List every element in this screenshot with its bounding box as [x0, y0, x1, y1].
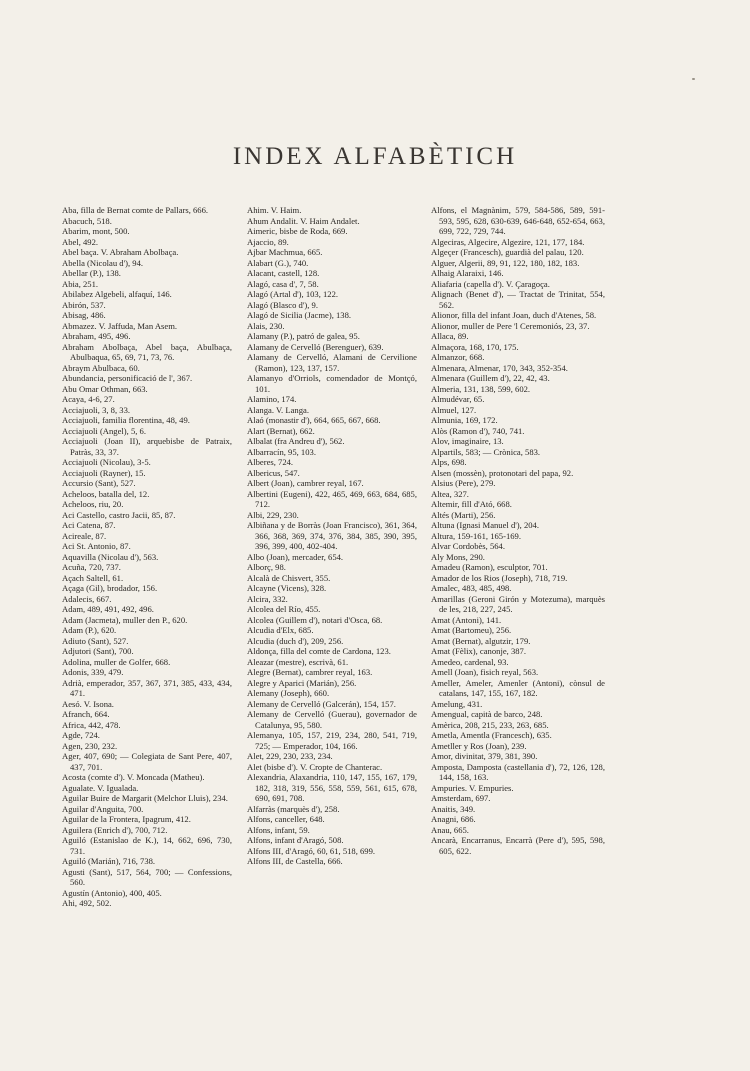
index-entry: Amadeu (Ramon), esculptor, 701.: [431, 562, 548, 572]
index-entry: Aci Catena, 87.: [62, 520, 116, 530]
index-entry: Altés (Marti), 256.: [431, 509, 496, 520]
index-entry: Aguilera (Enrich d'), 700, 712.: [62, 824, 168, 835]
index-entry: Abundancia, personificació de l', 367.: [62, 373, 193, 383]
index-entry: Acheloos, batalla del, 12.: [62, 488, 150, 499]
index-entry: Abacuch, 518.: [62, 215, 112, 226]
index-entry: Aleazar (mestre), escrivà, 61.: [247, 656, 349, 667]
index-entry: Adalecis, 667.: [62, 593, 112, 604]
index-entry: Amat (Bartomeu), 256.: [431, 625, 512, 635]
index-entry: Alagó (Blasco d'), 9.: [247, 299, 318, 310]
index-entry: Almanzor, 668.: [431, 352, 485, 362]
index-entry: Aesó. V. Isona.: [62, 698, 114, 709]
index-entry: Abarim, mont, 500.: [62, 226, 130, 236]
index-entry: Amor, divinitat, 379, 381, 390.: [431, 751, 538, 761]
index-entry: Adonis, 339, 479.: [62, 667, 124, 677]
index-entry: Albertini (Eugeni), 422, 465, 469, 663, 684, 685, 712.: [247, 488, 417, 509]
index-entry: Aldonça, filla del comte de Cardona, 123.: [247, 646, 391, 656]
index-entry: Ahim. V. Haim.: [247, 205, 302, 215]
index-entry: Açaga (Gil), brodador, 156.: [62, 583, 158, 593]
index-entry: Aguiló (Marián), 716, 738.: [62, 856, 156, 866]
index-entry: Agusti (Sant), 517, 564, 700; — Confessions, 560.: [62, 866, 232, 887]
index-entry: Acciajuoli, 3, 8, 33.: [62, 404, 131, 415]
index-entry: Alcira, 332.: [247, 593, 288, 604]
index-entry: Amat (Antoni), 141.: [431, 614, 502, 625]
index-entry: Aquavilla (Nicolau d'), 563.: [62, 551, 159, 562]
index-entry: Alegre y Aparici (Marián), 256.: [247, 677, 357, 688]
index-entry: Albalat (fra Andreu d'), 562.: [247, 436, 345, 446]
index-entry: Altea, 327.: [431, 488, 469, 499]
index-entry: Abraham Abolbaça, Abel baça, Abulbaça, Abulbaqua, 65, 69, 71, 73, 76.: [62, 341, 232, 362]
index-entry: Adam, 489, 491, 492, 496.: [62, 604, 154, 614]
index-entry: Alabart (G.), 740.: [247, 257, 309, 268]
index-entry: Alet, 229, 230, 233, 234.: [247, 751, 333, 761]
index-entry: Abraym Abulbaca, 60.: [62, 362, 140, 373]
index-entry: Anagni, 686.: [431, 814, 476, 824]
index-entry: Amposta, Damposta (castellania d'), 72, 126, 128, 144, 158, 163.: [431, 761, 605, 782]
index-entry: Alhaig Alaraixi, 146.: [431, 268, 504, 278]
index-entry: Abmazez. V. Jaffuda, Man Asem.: [62, 320, 178, 331]
index-entry: Alòs (Ramon d'), 740, 741.: [431, 425, 525, 436]
index-entry: Aguilar de la Frontera, Ipagrum, 412.: [62, 814, 191, 824]
index-entry: Albiñana y de Borràs (Joan Francisco), 361, 364, 366, 368, 369, 374, 376, 384, 385, 390, 395, 396, 399, 400, 402-404.: [247, 520, 417, 551]
index-entry: Alcudia (duch d'), 209, 256.: [247, 635, 344, 646]
index-entry: Abilabez Algebeli, alfaquí, 146.: [62, 289, 172, 299]
index-entry: Alguer, Algerii, 89, 91, 122, 180, 182, 183.: [431, 257, 580, 268]
index-entry: Amsterdam, 697.: [431, 793, 491, 803]
index-entry: Anaitis, 349.: [431, 803, 476, 814]
index-entry: Albo (Joan), mercader, 654.: [247, 551, 344, 562]
index-entry: Alcolea del Río, 455.: [247, 604, 321, 614]
index-entry: Algeçer (Francesch), guardià del palau, 120.: [431, 247, 584, 257]
index-entry: Amengual, capità de barco, 248.: [431, 709, 543, 719]
index-entry: Amat (Bernat), algutzir, 179.: [431, 635, 531, 646]
index-entry: Acosta (comte d'). V. Moncada (Matheu).: [62, 772, 205, 782]
index-entry: Ahum Andalit. V. Haim Andalet.: [247, 215, 360, 226]
index-entry: Abella (Nicolau d'), 94.: [62, 257, 144, 268]
index-entry: Alsius (Pere), 279.: [431, 478, 496, 488]
index-entry: Alov, imaginaire, 13.: [431, 436, 504, 446]
index-entry: Alfons, infant, 59.: [247, 824, 310, 835]
index-entry: Acciajuoli (Angel), 5, 6.: [62, 425, 147, 436]
index-entry: Adrià, emperador, 357, 367, 371, 385, 433, 434, 471.: [62, 677, 232, 698]
index-entry: Alanga. V. Langa.: [247, 404, 309, 415]
index-entry: Agen, 230, 232.: [62, 740, 118, 751]
index-entry: Almudévar, 65.: [431, 394, 485, 404]
index-entry: Amarillas (Geroni Girón y Motezuma), marquès de les, 218, 227, 245.: [431, 593, 605, 614]
index-entry: Alamany de Cervelló (Berenguer), 639.: [247, 341, 384, 352]
index-entry: Aly Mons, 290.: [431, 551, 485, 562]
index-entry: Albarracín, 95, 103.: [247, 446, 316, 457]
index-entry: Amell (Joan), fisich reyal, 563.: [431, 667, 539, 677]
index-entry: Albi, 229, 230.: [247, 509, 299, 520]
index-entry: Açach Saltell, 61.: [62, 572, 124, 583]
index-entry: Alfarràs (marquès d'), 258.: [247, 803, 340, 814]
index-entry: Alegre (Bernat), cambrer reyal, 163.: [247, 667, 373, 677]
index-entry: Alsen (mossèn), protonotari del papa, 92.: [431, 467, 574, 478]
index-entry: Alfons, el Magnànim, 579, 584-586, 589, 591-593, 595, 628, 630-639, 646-648, 652-654, 663, 699, 722, 729, 744.: [431, 205, 605, 236]
index-entry: Alaó (monastir d'), 664, 665, 667, 668.: [247, 415, 381, 425]
index-entry: Alcayne (Vicens), 328.: [247, 583, 327, 593]
index-entry: Anau, 665.: [431, 824, 469, 835]
index-entry: Alps, 698.: [431, 457, 467, 467]
index-entry: Alagó (Artal d'), 103, 122.: [247, 289, 339, 299]
index-entry: Abraham, 495, 496.: [62, 331, 131, 341]
index-entry: Abisag, 486.: [62, 310, 106, 320]
index-entry: Africa, 442, 478.: [62, 719, 121, 730]
index-entry: Alfons III, de Castella, 666.: [247, 856, 343, 866]
index-entry: Acciajuoli, familia florentina, 48, 49.: [62, 415, 190, 425]
index-entry: Alamino, 174.: [247, 394, 297, 404]
index-entry: Accursio (Sant), 527.: [62, 478, 136, 488]
index-entry: Aimeric, bisbe de Roda, 669.: [247, 226, 348, 236]
index-entry: Alcolea (Guillem d'), notari d'Osca, 68.: [247, 614, 383, 625]
index-entry: Almuel, 127.: [431, 404, 477, 415]
index-entry: Aguiló (Estanislao de K.), 14, 662, 696, 730, 731.: [62, 835, 232, 856]
index-entry: Adiuto (Sant), 527.: [62, 635, 129, 646]
index-entry: Alamany (P.), patró de galea, 95.: [247, 331, 360, 341]
index-entry: Amat (Fèlix), canonje, 387.: [431, 646, 526, 656]
index-entry: Almaçora, 168, 170, 175.: [431, 341, 519, 352]
index-entry: Ametller y Ros (Joan), 239.: [431, 740, 527, 751]
index-entry: Abu Omar Othman, 663.: [62, 383, 148, 394]
paper-speck: [692, 78, 695, 80]
index-entry: Aguilar Buire de Margarit (Melchor Lluis), 234.: [62, 793, 228, 803]
index-entry: Aba, filla de Bernat comte de Pallars, 666.: [62, 205, 209, 215]
index-entry: Ampuries. V. Empuries.: [431, 782, 514, 793]
index-entry: Alionor, muller de Pere 'l Ceremoniós, 23, 37.: [431, 320, 590, 331]
index-entry: Alignach (Benet d'), — Tractat de Trinitat, 554, 562.: [431, 289, 605, 310]
index-entry: Aci Castello, castro Jacii, 85, 87.: [62, 509, 176, 520]
index-entry: Alfons, infant d'Aragó, 508.: [247, 835, 344, 845]
index-entry: Acireale, 87.: [62, 530, 107, 541]
page-title: INDEX ALFABÈTICH: [232, 143, 518, 170]
index-entry: Abia, 251.: [62, 278, 99, 289]
index-entry: Ameller, Ameler, Amenler (Antoni), cònsul de catalans, 147, 155, 167, 182.: [431, 677, 605, 698]
index-entry: Acciajuoli (Joan II), arquebisbe de Patraix, Patràs, 33, 37.: [62, 436, 232, 457]
index-entry: Abel baça. V. Abraham Abolbaça.: [62, 247, 179, 257]
index-entry: Alet (bisbe d'). V. Cropte de Chanterac.: [247, 761, 383, 772]
index-entry: Agustín (Antonio), 400, 405.: [62, 887, 162, 898]
index-entry: Acaya, 4-6, 27.: [62, 394, 115, 404]
index-entry: Almunia, 169, 172.: [431, 415, 498, 425]
index-entry: Albert (Joan), cambrer reyal, 167.: [247, 478, 364, 488]
index-entry: Alfons III, d'Aragó, 60, 61, 518, 699.: [247, 845, 376, 856]
index-entry: Adolina, muller de Golfer, 668.: [62, 656, 171, 667]
index-entry: Alacant, castell, 128.: [247, 268, 320, 278]
index-entry: Alcudia d'Elx, 685.: [247, 625, 314, 635]
index-entry: Alamany de Cervelló, Alamani de Cervilione (Ramon), 123, 137, 157.: [247, 352, 417, 373]
index-column-3: [431, 205, 605, 856]
index-entry: Alart (Bernat), 662.: [247, 425, 315, 436]
index-entry: Alemanya, 105, 157, 219, 234, 280, 541, 719, 725; — Emperador, 104, 166.: [247, 730, 417, 751]
index-entry: Amalec, 483, 485, 498.: [431, 583, 512, 593]
index-entry: Acheloos, riu, 20.: [62, 499, 124, 509]
index-entry: Alais, 230.: [247, 320, 285, 331]
index-entry: Allaca, 89.: [431, 331, 469, 341]
index-entry: Adam (Jacmeta), muller den P., 620.: [62, 614, 188, 625]
index-entry: Ametla, Amentla (Francesch), 635.: [431, 730, 552, 740]
index-entry: Abellar (P.), 138.: [62, 268, 121, 278]
index-entry: Acciajuoli (Nicolau), 3-5.: [62, 457, 151, 467]
index-entry: Alpartils, 583; — Crònica, 583.: [431, 446, 541, 457]
index-entry: Amelung, 431.: [431, 698, 483, 709]
index-entry: Ajbar Machmua, 665.: [247, 247, 323, 257]
index-entry: Alcalà de Chisvert, 355.: [247, 572, 331, 583]
index-entry: Acuña, 720, 737.: [62, 562, 121, 572]
index-entry: Amedeo, cardenal, 93.: [431, 656, 509, 667]
index-entry: Ager, 407, 690; — Colegiata de Sant Pere, 407, 437, 701.: [62, 751, 232, 772]
index-entry: Alexandria, Alaxandria, 110, 147, 155, 167, 179, 182, 318, 319, 556, 558, 559, 561, 615, 678, 690, 691, 708.: [247, 772, 417, 803]
index-entry: Alemany de Cervelló (Guerau), governador de Catalunya, 95, 580.: [247, 709, 417, 730]
index-entry: Altura, 159-161, 165-169.: [431, 530, 521, 541]
index-entry: Ajaccio, 89.: [247, 236, 289, 247]
index-entry: Amèrica, 208, 215, 233, 263, 685.: [431, 719, 549, 730]
index-column-1: [62, 205, 232, 909]
index-entry: Afranch, 664.: [62, 709, 110, 719]
index-entry: Adam (P.), 620.: [62, 625, 117, 635]
index-entry: Alemany (Joseph), 660.: [247, 688, 330, 698]
index-entry: Alberes, 724.: [247, 457, 294, 467]
index-entry: Aliafaria (capella d'). V. Çaragoça.: [431, 278, 550, 289]
index-entry: Algeciras, Algecire, Algezire, 121, 177, 184.: [431, 236, 585, 247]
index-entry: Acciajuoli (Rayner), 15.: [62, 467, 146, 478]
index-entry: Amador de los Rios (Joseph), 718, 719.: [431, 572, 568, 583]
index-entry: Almenara (Guillem d'), 22, 42, 43.: [431, 373, 550, 383]
index-column-2: [247, 205, 417, 867]
index-entry: Alamanyo d'Orriols, comendador de Montçó, 101.: [247, 373, 417, 394]
index-entry: Alborç, 98.: [247, 562, 286, 572]
index-entry: Agde, 724.: [62, 730, 100, 740]
index-entry: Adjutori (Sant), 700.: [62, 646, 134, 656]
index-entry: Alfons, canceller, 648.: [247, 814, 325, 824]
index-entry: Alagó de Sicilia (Jacme), 138.: [247, 310, 352, 320]
index-entry: Abirón, 537.: [62, 299, 106, 310]
index-entry: Albericus, 547.: [247, 467, 300, 478]
index-entry: Abel, 492.: [62, 236, 99, 247]
index-entry: Alagó, casa d', 7, 58.: [247, 278, 319, 289]
index-entry: Alvar Cordobès, 564.: [431, 541, 505, 551]
index-entry: Altemir, fill d'Ató, 668.: [431, 499, 512, 509]
index-entry: Aci St. Antonio, 87.: [62, 541, 131, 551]
index-entry: Aguilar d'Anguita, 700.: [62, 803, 144, 814]
index-entry: Alionor, filla del infant Joan, duch d'Atenes, 58.: [431, 310, 597, 320]
index-entry: Ahi, 492, 502.: [62, 898, 112, 908]
index-entry: Almeria, 131, 138, 599, 602.: [431, 383, 531, 394]
index-entry: Altuna (Ignasi Manuel d'), 204.: [431, 520, 539, 530]
index-entry: Almenara, Almenar, 170, 343, 352-354.: [431, 362, 568, 373]
index-entry: Agualate. V. Igualada.: [62, 782, 139, 793]
index-entry: Alemany de Cervelló (Galcerán), 154, 157.: [247, 698, 396, 709]
index-entry: Ancarà, Encarranus, Encarrà (Pere d'), 595, 598, 605, 622.: [431, 835, 605, 856]
